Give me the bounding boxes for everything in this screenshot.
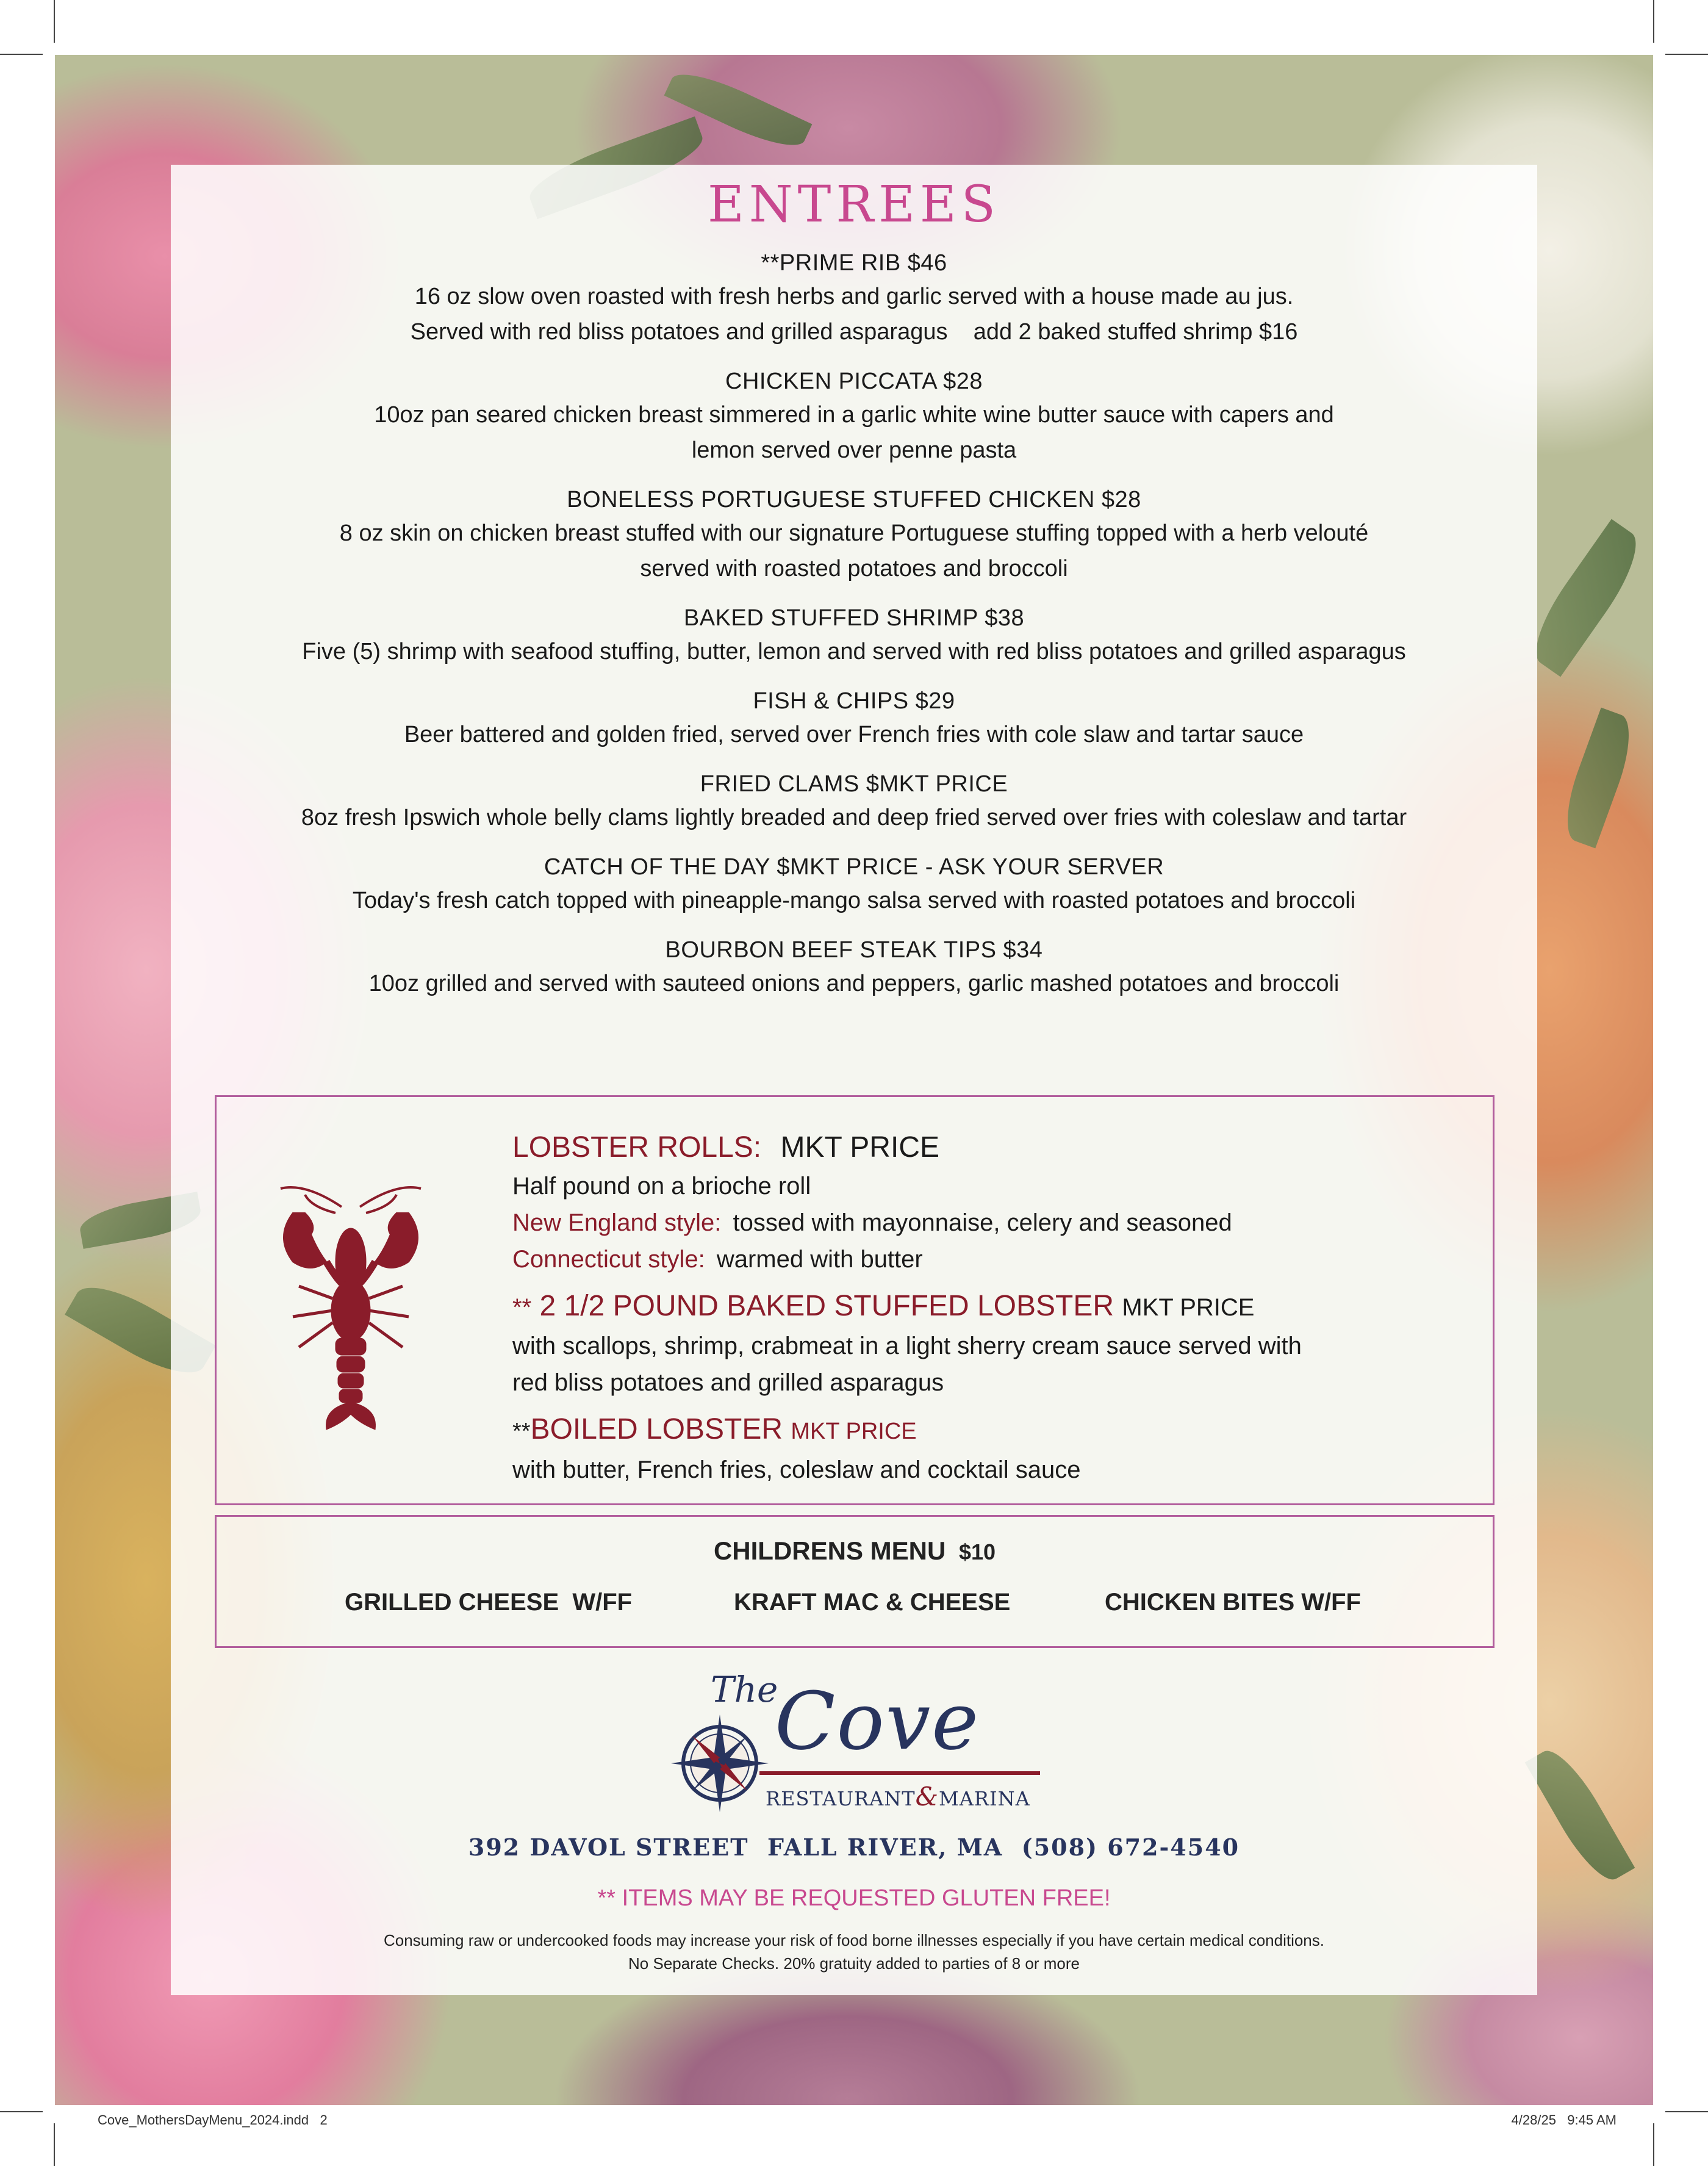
lobster-rolls-price: MKT PRICE [780,1131,939,1164]
menu-item [201,365,1507,468]
crop-mark [1653,0,1654,43]
style-label: Connecticut style: [512,1246,705,1273]
crop-mark [0,2111,43,2112]
menu-item-desc: 8 oz skin on chicken breast stuffed with our signature Portuguese stuffing topped with a herb velouté [339,520,1369,546]
menu-item [201,768,1507,835]
logo-ampersand: & [915,1782,939,1812]
menu-item-desc: Beer battered and golden fried, served over French fries with cole slaw and tartar sauce [404,722,1304,747]
logo-the: The [711,1669,778,1710]
menu-item-name: FRIED CLAMS $MKT PRICE [700,771,1008,797]
style-label: New England style: [512,1209,722,1236]
menu-item-desc: lemon served over penne pasta [691,437,1017,463]
compass-rose-icon [668,1711,772,1815]
gluten-free-marker: ** [512,1294,532,1321]
menu-item [201,685,1507,752]
crop-mark [0,54,43,55]
menu-item-desc: served with roasted potatoes and broccoli [640,556,1068,581]
lobster-icon [268,1170,433,1433]
gluten-free-note: ** ITEMS MAY BE REQUESTED GLUTEN FREE! [597,1885,1111,1911]
menu-item-desc: Today's fresh catch topped with pineapple-mango salsa served with roasted potatoes and broccoli [352,888,1356,913]
kids-item: KRAFT MAC & CHEESE [734,1589,1011,1616]
crop-mark [54,2123,55,2166]
lobster-details [512,1128,1427,1488]
menu-item-desc: Served with red bliss potatoes and grilled asparagus add 2 baked stuffed shrimp $16 [410,319,1298,345]
kids-item: GRILLED CHEESE W/FF [345,1589,633,1616]
baked-lobster-price: MKT PRICE [1122,1294,1255,1321]
crop-mark [54,0,55,43]
menu-item-desc: 8oz fresh Ipswich whole belly clams lightly breaded and deep fried served over fries with coleslaw and tartar [301,805,1407,830]
lobster-rolls-desc: Half pound on a brioche roll [512,1173,811,1200]
childrens-menu-section [215,1515,1494,1648]
childrens-menu-heading [217,1536,1493,1566]
menu-item-name: BOURBON BEEF STEAK TIPS $34 [665,937,1043,963]
style-desc: tossed with mayonnaise, celery and seasoned [733,1209,1232,1236]
logo-restaurant: RESTAURANT [766,1787,916,1810]
baked-lobster-desc: red bliss potatoes and grilled asparagus [512,1369,944,1396]
boiled-lobster-heading [512,1409,1427,1452]
connecticut-style [512,1241,1427,1278]
menu-item-name: CATCH OF THE DAY $MKT PRICE - ASK YOUR SERVER [544,854,1164,880]
new-england-style [512,1204,1427,1241]
boiled-lobster-label: BOILED LOBSTER [530,1413,783,1445]
logo-subtitle [766,1782,1030,1812]
crop-mark [1665,2111,1708,2112]
menu-item [201,247,1507,350]
gratuity-notice: No Separate Checks. 20% gratuity added to parties of 8 or more [628,1954,1080,1973]
baked-lobster-label: 2 1/2 POUND BAKED STUFFED LOBSTER [539,1290,1114,1322]
leaf-decoration [1555,708,1641,849]
print-slug-filename: Cove_MothersDayMenu_2024.indd 2 [98,2112,328,2128]
crop-mark [1665,54,1708,55]
entrees-list [201,247,1507,1017]
leaf-decoration [1525,1741,1635,1890]
lobster-rolls-label: LOBSTER ROLLS: [512,1131,762,1164]
kids-item: CHICKEN BITES W/FF [1105,1589,1361,1616]
logo-rule [759,1771,1040,1775]
menu-item [201,934,1507,1001]
leaf-decoration [1521,519,1652,677]
baked-lobster-heading [512,1286,1427,1328]
gluten-free-marker: ** [512,1419,531,1444]
menu-item-desc: 16 oz slow oven roasted with fresh herbs and garlic served with a house made au jus. [414,284,1294,309]
lobster-section [215,1095,1494,1505]
menu-item-desc: 10oz grilled and served with sauteed onions and peppers, garlic mashed potatoes and broccoli [368,971,1340,996]
menu-item-desc: 10oz pan seared chicken breast simmered in a garlic white wine butter sauce with capers and [374,402,1334,428]
boiled-lobster-price: MKT PRICE [791,1419,917,1444]
logo-name: Cove [775,1675,980,1768]
health-notice: Consuming raw or undercooked foods may increase your risk of food borne illnesses especially if you have certain medical conditions. [383,1931,1324,1949]
crop-mark [1653,2123,1654,2166]
menu-item-name: CHICKEN PICCATA $28 [725,369,983,394]
style-desc: warmed with butter [716,1246,923,1273]
menu-item [201,851,1507,918]
menu-item [201,484,1507,586]
page-title: ENTREES [708,176,1000,234]
baked-lobster-desc: with scallops, shrimp, crabmeat in a light sherry cream sauce served with [512,1333,1302,1359]
childrens-menu-title: CHILDRENS MENU [713,1536,946,1565]
menu-item-desc: Five (5) shrimp with seafood stuffing, butter, lemon and served with red bliss potatoes and grilled asparagus [302,639,1406,664]
menu-item-name: FISH & CHIPS $29 [753,688,955,714]
boiled-lobster-desc: with butter, French fries, coleslaw and cocktail sauce [512,1456,1081,1483]
lobster-rolls-heading [512,1128,1427,1168]
address: 392 DAVOL STREET FALL RIVER, MA (508) 672-4540 [468,1833,1240,1861]
menu-item-name: BAKED STUFFED SHRIMP $38 [683,605,1025,631]
menu-item-name: BONELESS PORTUGUESE STUFFED CHICKEN $28 [567,487,1141,513]
cove-logo [668,1669,1046,1815]
logo-marina: MARINA [938,1787,1030,1810]
print-slug-date: 4/28/25 9:45 AM [1511,2112,1616,2128]
menu-item [201,602,1507,669]
childrens-menu-price: $10 [958,1539,996,1564]
menu-item-name: **PRIME RIB $46 [761,250,947,276]
